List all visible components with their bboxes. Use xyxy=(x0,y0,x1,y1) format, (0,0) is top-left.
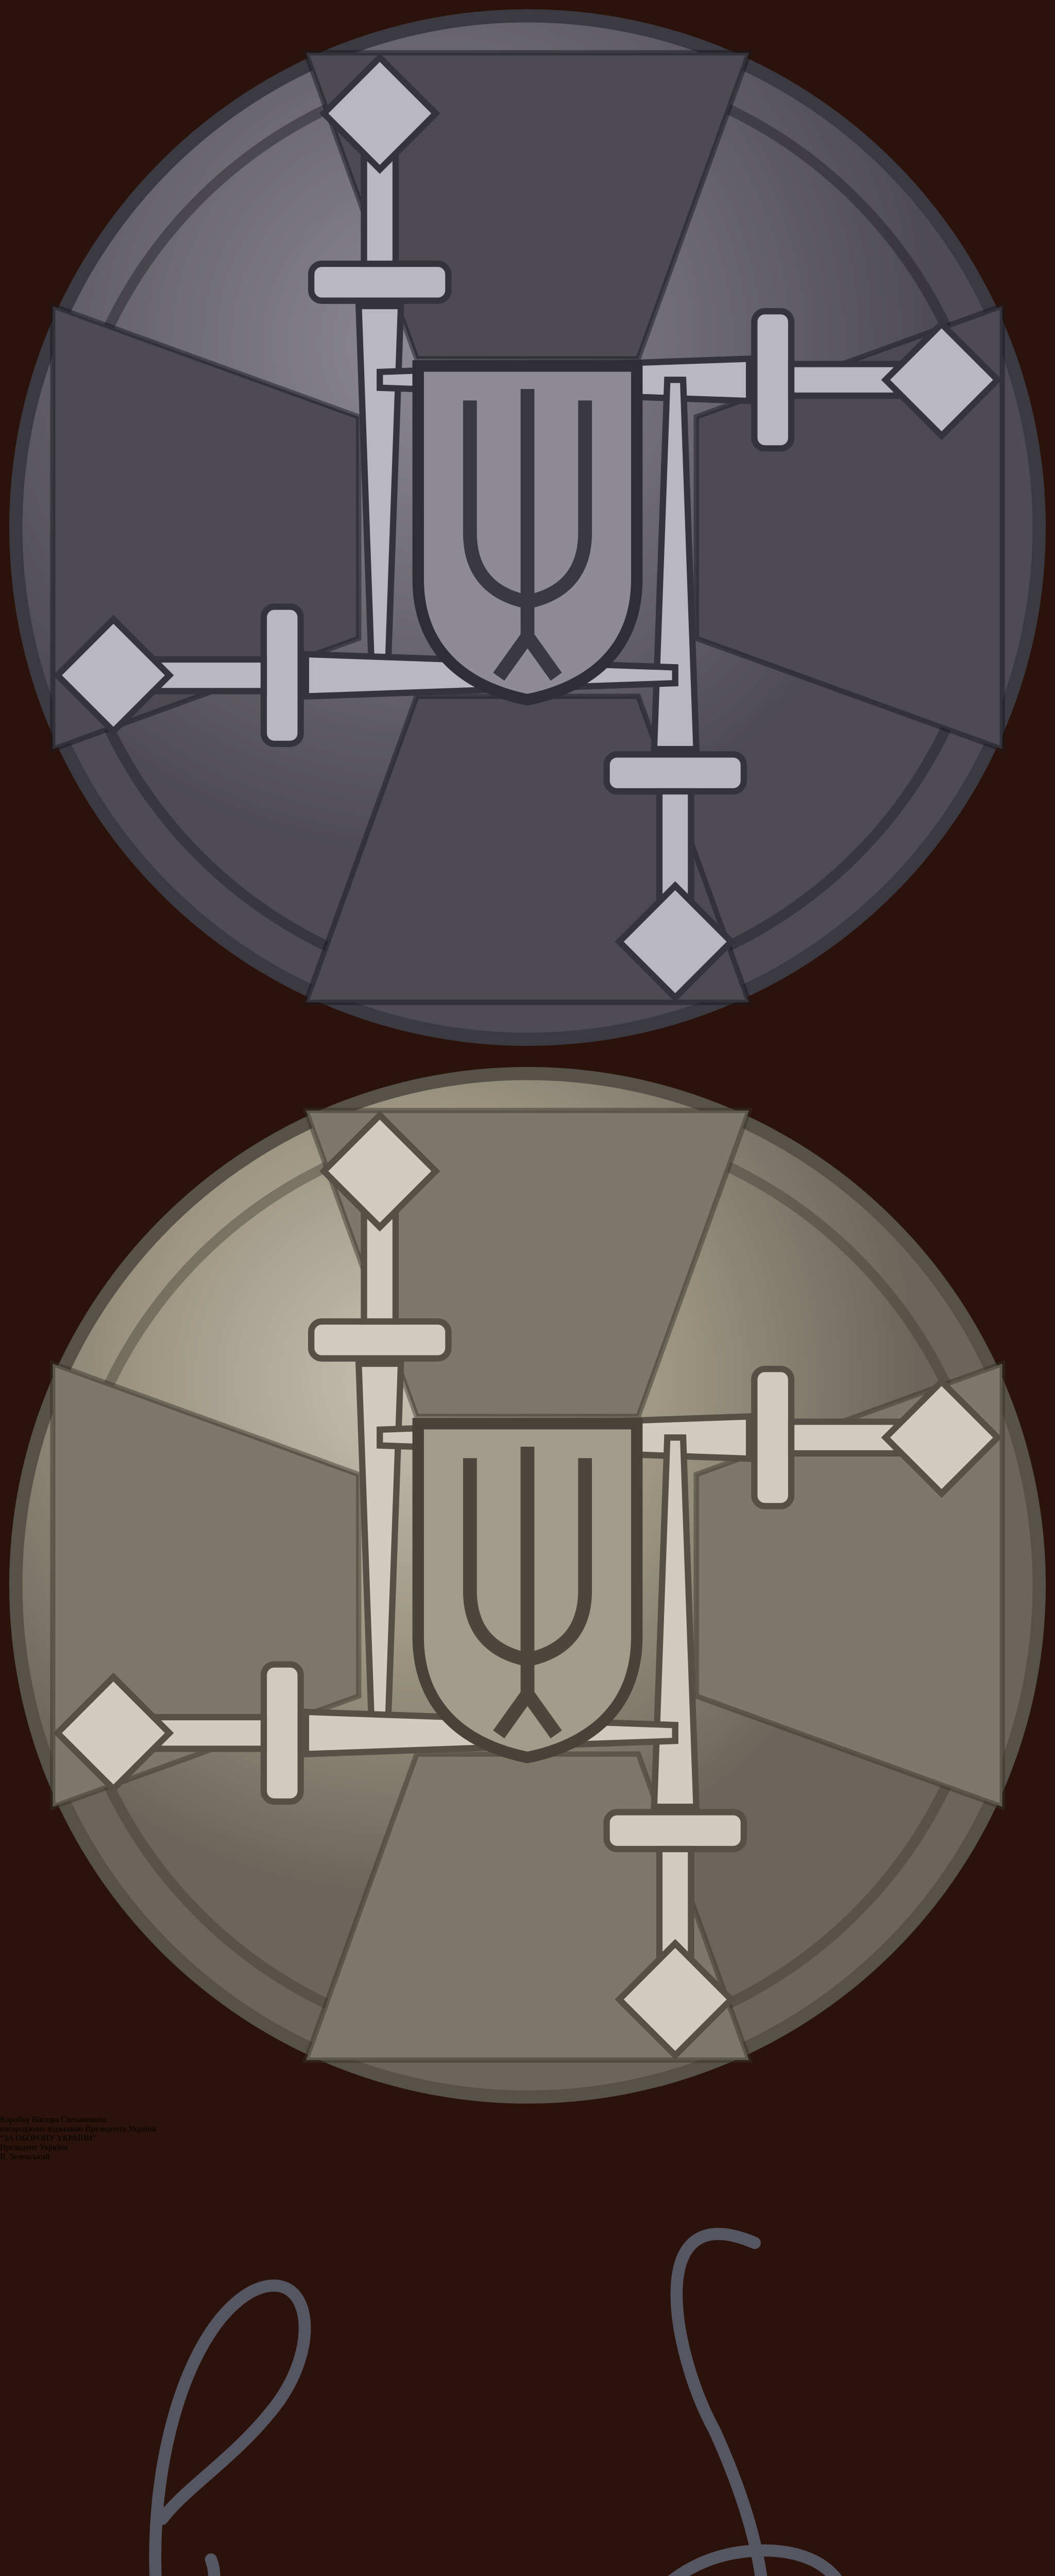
printed-medal-medallion-icon xyxy=(0,0,1055,1055)
tryzub-shield-icon xyxy=(418,366,637,700)
president-signature xyxy=(0,2162,1055,2576)
award-statement: нагороджено відзнакою Президента України xyxy=(0,2125,157,2133)
tryzub-shield-icon xyxy=(418,1423,637,1757)
recipient-name: Коробку Віктора Степановича xyxy=(0,2115,107,2124)
medal-medallion-icon xyxy=(0,1058,1055,2113)
award-title: “ЗА ОБОРОНУ УКРАЇНИ” xyxy=(0,2134,96,2143)
signer-title: Президент України xyxy=(0,2143,67,2152)
signer-name: В. Зеленський xyxy=(0,2153,50,2161)
